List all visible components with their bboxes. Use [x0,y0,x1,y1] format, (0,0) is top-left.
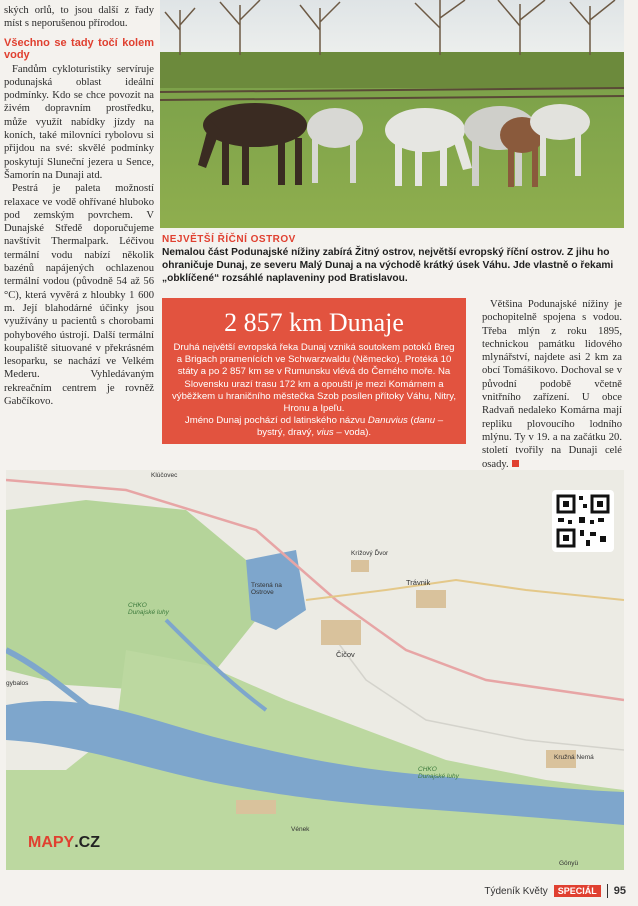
mapy-cz-logo: MAPY.CZ [28,834,101,851]
horses-photo [160,0,624,228]
right-column [482,298,622,471]
qr-code-icon[interactable] [552,490,614,552]
map-label-gybalos: gybalos [6,680,29,687]
infobox-headline: 2 857 km Dunaje [224,308,404,337]
left-column [4,4,154,408]
left-heading: Všechno se tady točí kolem vody [4,36,154,61]
danube-infobox [162,298,466,444]
magazine-name: Týdeník Květy [484,885,548,897]
left-paragraph-1: ských orlů, to jsou další z řady míst s neporušenou přírodou. [4,5,154,30]
map-label-kruzna: Kružná Nemá [554,754,594,761]
photo-caption [162,234,622,285]
map-label-trstena: Trstená na Ostrove [251,582,282,596]
infobox-text-2: Jméno Dunaj pochází od latinského názvu Danuvius (danu – bystrý, dravý, vius – voda). [184,415,444,439]
left-paragraph-3: Pestrá je paleta možností relaxace ve vodě ohřívané hluboko pod zemským povrchem. V Dunajské Středě doporučujeme navštívit Thermalpark. Léčivou termální vodu nabízí několik bazénů napájených ochlazenou termální vodou (původně 54 až 56 °C), která vyvěrá z hloubky 1 600 m. Její blahodárné účinky jsou využívány u pacientů s chorobami pohybového ústrojí. Další termální koupaliště situované v překrásném lesoparku, se nachází ve Velkém Mederu. Vyhledávaným rekreačním centrem je rovněž Gabčíkovo. [4,183,154,408]
map-label-vanek: Vének [291,826,310,833]
special-tag: SPECIÁL [554,885,601,897]
right-paragraph-1: Většina Podunajské nížiny je pochopitelně spojena s vodou. Třeba mlýn z roku 1895, technickou památku lidového mlynářství, najdete asi 2 km za obcí Tomášikovo. Dochoval se v původní podobě včetně vnitřního zařízení. U obce Radvaň nedaleko Komárna mají repliku plovoucího lodního mlýnu. Ty v 19. a na začátku 20. století tvořily na Dunaji celé osady. [482,299,622,470]
infobox-text-1: Druhá největší evropská řeka Dunaj vzniká soutokem potoků Breg a Brigach pramenících ve Schwarzwaldu (Německo). Protéká 10 státy a po 2 857 km se v Rumunsku vlévá do Černého moře. Na Slovensku urazí trasu 172 km a opouští je mezi Komárnem a výběžkem u hraničního městečka Szob posílen přítoky Váhu, Nitry, Hronu a Ipeľu. [171,342,457,415]
page-number: 95 [613,885,626,897]
map-label-krizovy-dvor: Krížový Ďvor [351,550,389,557]
caption-text: Nemalou část Podunajské nížiny zabírá Žitný ostrov, největší evropský říční ostrov. Z jihu ho ohraničuje Dunaj, ze severu Malý Dunaj a na východě krátký úsek Váhu. Jde vlastně o řekami „obklíčené“ rozsáhlé naplaveniny pod Bratislavou. [162,247,614,284]
region-map [6,470,624,870]
map-label-cicov: Čičov [336,650,355,659]
map-label-chko-1: CHKO Dunajské luhy [128,602,169,616]
map-label-travnik: Trávnik [406,578,431,587]
caption-title: NEJVĚTŠÍ ŘÍČNÍ OSTROV [162,234,296,245]
map-label-chko-2: CHKO Dunajské luhy [418,766,459,780]
map-label-gonyu: Gönyü [559,860,579,867]
left-paragraph-2: Fandům cykloturistiky servíruje podunajská oblast ideální podmínky. Kdo se chce povozit na živém dopravním prostředku, může využít nabídky jízdy na koních, také milovníci rybolovu si přijdou na své: skvělé podmínky poskytují Sluneční jezera u Sence, Šamorín na Dunaji atd. [4,63,154,181]
map-label-klucovec: Klúčovec [151,472,178,479]
footer-divider [607,884,608,898]
page-footer [484,884,626,898]
end-mark-icon [512,460,519,467]
